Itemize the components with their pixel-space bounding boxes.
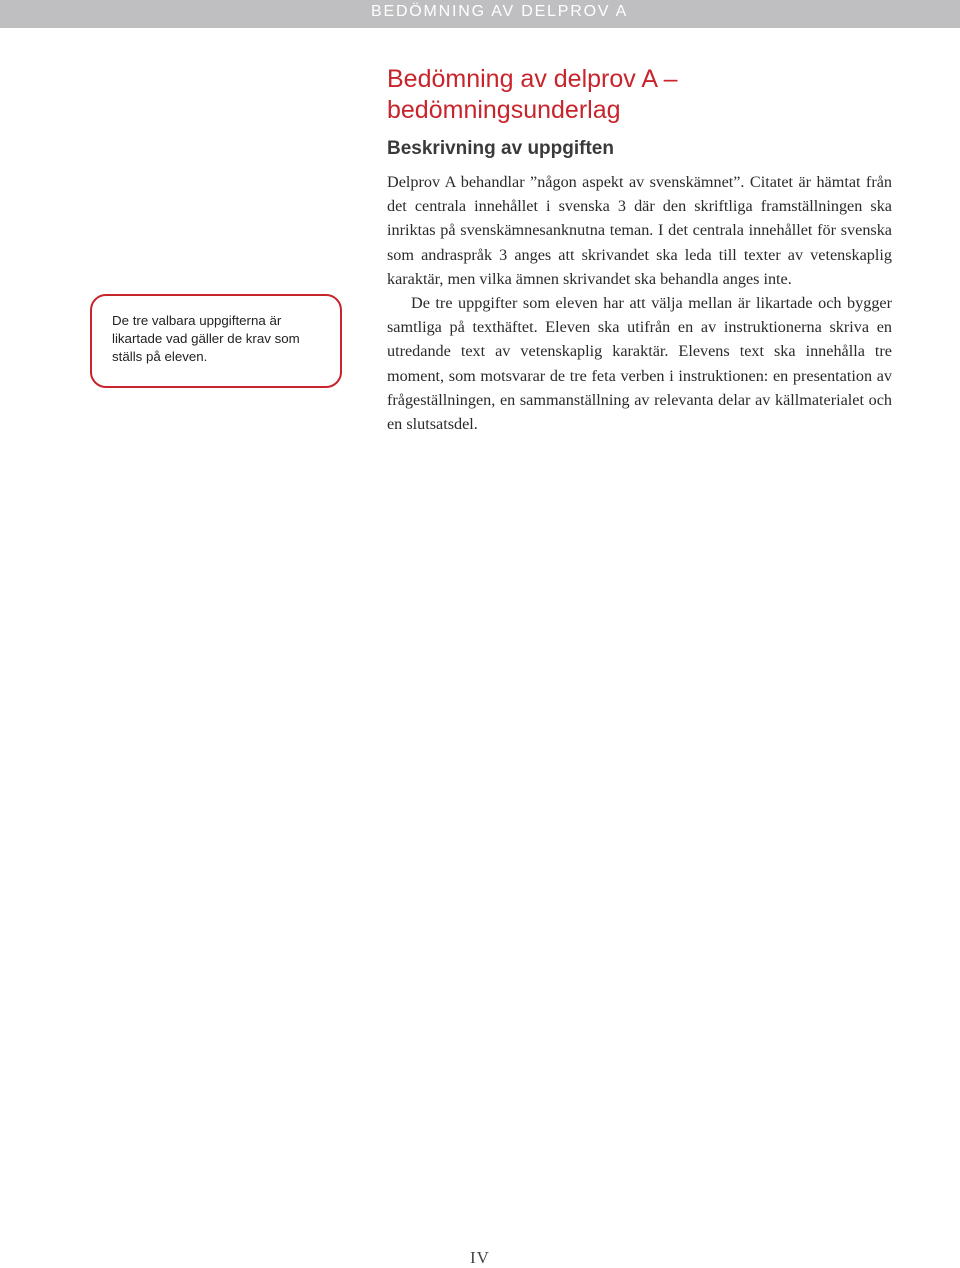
margin-note-box <box>90 294 342 388</box>
body-paragraph-1: Delprov A behandlar ”någon aspekt av svenskämnet”. Citatet är hämtat från det centrala innehållet i svenska 3 där den skriftliga framställningen ska inriktas på svenskämnesanknutna teman. I det centrala innehållet för svenska som andraspråk 3 anges att skrivandet ska leda till texter av vetenskaplig karaktär, men vilka ämnen skrivandet ska behandla anges inte. <box>387 173 892 288</box>
body-paragraph-2: De tre uppgifter som eleven har att välja mellan är likartade och bygger samtliga på texthäftet. Eleven ska utifrån en av instruktionerna skriva en utredande text av vetenskaplig karaktär. Elevens text ska innehålla tre moment, som motsvarar de tre feta verben i instruktionen: en presentation av frågeställningen, en sammanställning av relevanta delar av källmaterialet och en slutsatsdel. <box>387 294 892 434</box>
body-text <box>387 170 892 436</box>
page-title: Bedömning av delprov A – bedömningsunderlag <box>387 65 678 124</box>
running-header-title: BEDÖMNING AV DELPROV A <box>371 3 629 20</box>
page-number: IV <box>470 1248 490 1267</box>
section-heading: Beskrivning av uppgiften <box>387 138 614 159</box>
margin-note-text: De tre valbara uppgifterna är likartade vad gäller de krav som ställs på eleven. <box>112 313 300 364</box>
running-header-bar <box>0 0 960 28</box>
